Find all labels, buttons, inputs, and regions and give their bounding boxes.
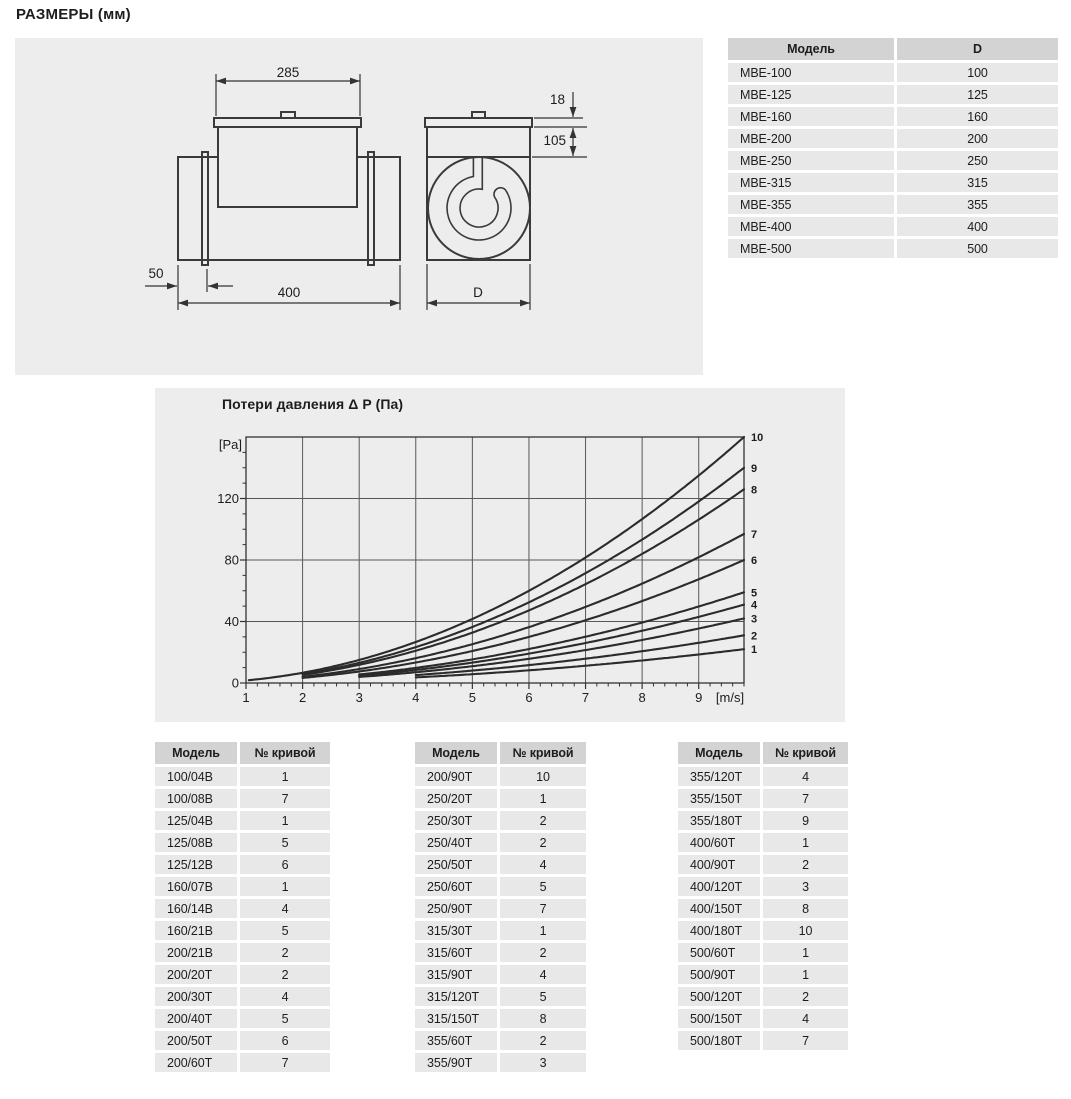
pressure-loss-chart (155, 388, 845, 722)
curve-table-1 (155, 742, 330, 1072)
model-cell: 400/180Т (678, 921, 760, 940)
value-cell: 200 (897, 129, 1058, 148)
value-cell: 5 (500, 877, 586, 896)
curve-number-label: 7 (751, 528, 758, 541)
value-cell: 7 (240, 789, 330, 808)
value-cell: 2 (500, 1031, 586, 1050)
model-cell: МВЕ-160 (728, 107, 894, 126)
value-cell: 1 (240, 811, 330, 830)
model-cell: 315/90Т (415, 965, 497, 984)
model-cell: 355/180Т (678, 811, 760, 830)
x-tick-label: 3 (355, 690, 363, 705)
value-cell: 2 (500, 811, 586, 830)
x-tick-label: 8 (638, 690, 646, 705)
x-tick-label: 2 (298, 690, 307, 705)
value-cell: 250 (897, 151, 1058, 170)
dim-total-length: 400 (277, 285, 301, 300)
x-tick-label: 6 (525, 690, 533, 705)
value-cell: 8 (500, 1009, 586, 1028)
value-cell: 125 (897, 85, 1058, 104)
curve-number-label: 5 (751, 587, 758, 600)
value-cell: 7 (763, 789, 848, 808)
model-cell: 200/30Т (155, 987, 237, 1006)
value-cell: 400 (897, 217, 1058, 236)
value-cell: 10 (763, 921, 848, 940)
value-cell: 6 (240, 1031, 330, 1050)
value-cell: 5 (500, 987, 586, 1006)
size-table (728, 38, 1058, 258)
value-cell: 4 (240, 899, 330, 918)
value-cell: 2 (763, 987, 848, 1006)
housing-knob (472, 112, 485, 118)
value-cell: 1 (240, 767, 330, 786)
column-header: D (897, 38, 1058, 60)
value-cell: 2 (500, 943, 586, 962)
value-cell: 160 (897, 107, 1058, 126)
curve-number-label: 4 (751, 599, 758, 612)
model-cell: 355/60Т (415, 1031, 497, 1050)
model-cell: МВЕ-200 (728, 129, 894, 148)
model-cell: 200/50Т (155, 1031, 237, 1050)
model-cell: 500/180Т (678, 1031, 760, 1050)
model-cell: 500/60Т (678, 943, 760, 962)
model-cell: 125/04В (155, 811, 237, 830)
value-cell: 1 (500, 921, 586, 940)
x-tick-label: 9 (695, 690, 703, 705)
value-cell: 1 (763, 943, 848, 962)
value-cell: 7 (763, 1031, 848, 1050)
value-cell: 500 (897, 239, 1058, 258)
x-unit-label: [m/s] (715, 690, 745, 705)
dimension-drawing-panel (15, 38, 703, 375)
curve-table-2 (415, 742, 586, 1072)
dim-lid-thickness: 18 (549, 92, 565, 107)
lid-knob (281, 112, 295, 118)
value-cell: 1 (500, 789, 586, 808)
curve-number-label: 6 (751, 555, 758, 567)
x-tick-label: 5 (468, 690, 476, 705)
y-tick-label: 120 (217, 491, 239, 506)
curve-number-label: 1 (751, 644, 758, 657)
value-cell: 355 (897, 195, 1058, 214)
model-cell: 160/07В (155, 877, 237, 896)
value-cell: 5 (240, 833, 330, 852)
model-cell: 250/30Т (415, 811, 497, 830)
y-tick-label: 40 (224, 614, 239, 629)
value-cell: 2 (240, 943, 330, 962)
curve-number-label: 8 (751, 484, 758, 497)
model-cell: 315/60Т (415, 943, 497, 962)
x-tick-label: 7 (581, 690, 590, 705)
value-cell: 4 (500, 855, 586, 874)
value-cell: 2 (240, 965, 330, 984)
model-cell: 400/150Т (678, 899, 760, 918)
value-cell: 3 (763, 877, 848, 896)
model-cell: 355/150Т (678, 789, 760, 808)
model-cell: 200/60Т (155, 1053, 237, 1072)
model-cell: 400/60Т (678, 833, 760, 852)
model-cell: 355/90Т (415, 1053, 497, 1072)
curve-number-label: 2 (751, 630, 758, 643)
value-cell: 4 (763, 767, 848, 786)
model-cell: МВЕ-500 (728, 239, 894, 258)
value-cell: 7 (240, 1053, 330, 1072)
chart-title: Потери давления Δ P (Па) (222, 396, 404, 412)
curve-number-label: 10 (751, 432, 764, 444)
housing-lid (425, 118, 532, 127)
dim-box-width: 285 (276, 65, 300, 80)
dim-flange-offset: 50 (148, 266, 164, 281)
value-cell: 7 (500, 899, 586, 918)
column-header: Модель (155, 742, 237, 764)
model-cell: МВЕ-400 (728, 217, 894, 236)
value-cell: 4 (240, 987, 330, 1006)
curve-number-label: 9 (751, 462, 758, 475)
value-cell: 1 (763, 833, 848, 852)
duct-heater-end-view (425, 112, 532, 260)
model-cell: 355/120Т (678, 767, 760, 786)
model-cell: 315/120Т (415, 987, 497, 1006)
model-cell: МВЕ-125 (728, 85, 894, 104)
column-header: Модель (728, 38, 894, 60)
model-cell: 400/90Т (678, 855, 760, 874)
x-tick-label: 1 (242, 690, 250, 705)
column-header: Модель (415, 742, 497, 764)
model-cell: 200/90Т (415, 767, 497, 786)
terminal-box (218, 127, 357, 207)
y-unit-label: [Pa] (218, 437, 242, 452)
pressure-loss-chart-panel (155, 388, 845, 722)
model-cell: МВЕ-100 (728, 63, 894, 82)
value-cell: 6 (240, 855, 330, 874)
pressure-curve-4 (359, 605, 744, 676)
model-cell: 250/60Т (415, 877, 497, 896)
model-cell: 200/21В (155, 943, 237, 962)
value-cell: 8 (763, 899, 848, 918)
value-cell: 4 (763, 1009, 848, 1028)
terminal-box-lid (214, 118, 361, 127)
value-cell: 4 (500, 965, 586, 984)
model-cell: 100/08В (155, 789, 237, 808)
value-cell: 2 (500, 833, 586, 852)
column-header: № кривой (500, 742, 586, 764)
value-cell: 1 (763, 965, 848, 984)
column-header: № кривой (763, 742, 848, 764)
model-cell: 315/150Т (415, 1009, 497, 1028)
dim-diameter: D (473, 285, 483, 300)
value-cell: 315 (897, 173, 1058, 192)
model-cell: 500/90Т (678, 965, 760, 984)
dimension-drawing (15, 38, 703, 375)
model-cell: МВЕ-355 (728, 195, 894, 214)
curve-number-label: 3 (751, 613, 758, 626)
y-tick-label: 0 (231, 675, 239, 691)
model-cell: 200/20Т (155, 965, 237, 984)
x-tick-label: 4 (412, 690, 420, 705)
model-cell: 125/08В (155, 833, 237, 852)
model-cell: 160/14В (155, 899, 237, 918)
model-cell: 250/40Т (415, 833, 497, 852)
value-cell: 9 (763, 811, 848, 830)
left-flange (202, 152, 208, 265)
y-tick-label: 80 (224, 552, 239, 568)
pressure-curve-10 (249, 437, 744, 680)
value-cell: 1 (240, 877, 330, 896)
curve-table-3 (678, 742, 848, 1050)
model-cell: 315/30Т (415, 921, 497, 940)
right-flange (368, 152, 374, 265)
model-cell: 250/90Т (415, 899, 497, 918)
model-cell: 160/21В (155, 921, 237, 940)
column-header: Модель (678, 742, 760, 764)
value-cell: 100 (897, 63, 1058, 82)
model-cell: 250/50Т (415, 855, 497, 874)
model-cell: 100/04В (155, 767, 237, 786)
column-header: № кривой (240, 742, 330, 764)
model-cell: 200/40Т (155, 1009, 237, 1028)
model-cell: 500/120Т (678, 987, 760, 1006)
model-cell: МВЕ-315 (728, 173, 894, 192)
model-cell: 125/12В (155, 855, 237, 874)
duct-heater-side-view (178, 112, 400, 265)
value-cell: 5 (240, 1009, 330, 1028)
model-cell: МВЕ-250 (728, 151, 894, 170)
model-cell: 500/150Т (678, 1009, 760, 1028)
value-cell: 3 (500, 1053, 586, 1072)
value-cell: 10 (500, 767, 586, 786)
model-cell: 250/20Т (415, 789, 497, 808)
page-title: РАЗМЕРЫ (мм) (16, 6, 131, 23)
model-cell: 400/120Т (678, 877, 760, 896)
dim-box-height: 105 (543, 133, 566, 148)
value-cell: 2 (763, 855, 848, 874)
value-cell: 5 (240, 921, 330, 940)
